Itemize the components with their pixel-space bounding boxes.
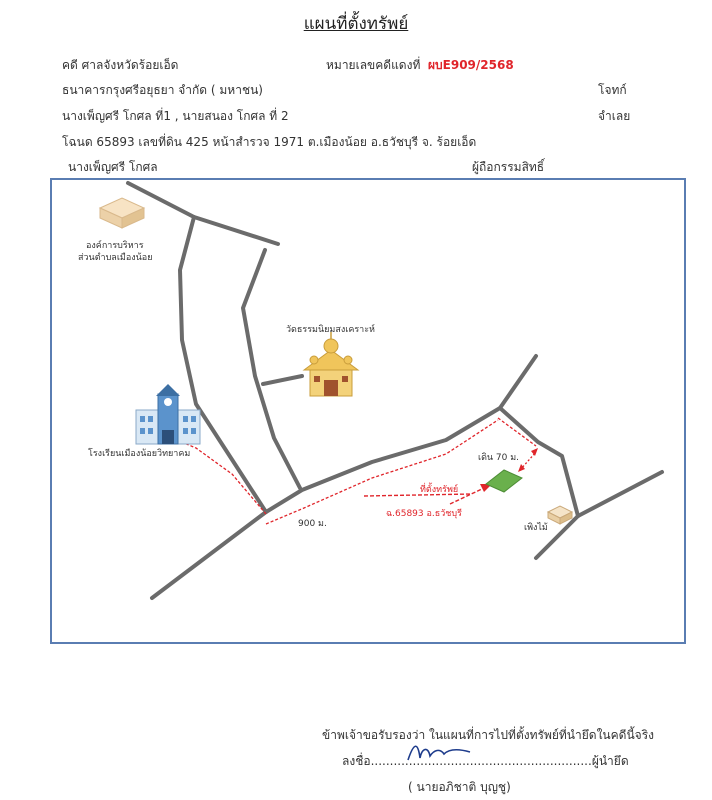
signature-prefix: ลงชื่อ.......................................................... xyxy=(342,754,592,768)
road-temple-spur xyxy=(263,376,302,384)
signature-line xyxy=(342,752,629,771)
page-title: แผนที่ตั้งทรัพย์ xyxy=(303,14,409,34)
distance-road-label: 900 ม. xyxy=(298,519,327,529)
temple-icon xyxy=(304,332,358,396)
road-main-diagonal xyxy=(194,217,278,244)
school-icon xyxy=(136,384,200,444)
owner-role: ผู้ถือกรรมสิทธิ์ xyxy=(472,160,545,174)
school-label: โรงเรียนเมืองน้อยวิทยาคม xyxy=(88,449,191,459)
hut-label: เพิงไม้ xyxy=(524,523,548,533)
signature-role: ผู้นำยึด xyxy=(591,754,629,768)
deed-info: โฉนด 65893 เลขที่ดิน 425 หน้าสำรวจ 1971 ต.เมืองน้อย อ.ธวัชบุรี จ. ร้อยเอ็ด xyxy=(62,135,477,149)
property-plot xyxy=(486,470,522,492)
case-number-label: หมายเลขคดีแดงที่ xyxy=(326,58,421,72)
walk-arrow-head-b xyxy=(518,464,525,472)
defendant-names: นางเพ็ญศรี โกศล ที่1 , นายสนอง โกศล ที่ 2 xyxy=(62,109,289,123)
property-deed-label: ฉ.65893 อ.ธวัชบุรี xyxy=(386,509,462,519)
walk-arrow-head-a xyxy=(531,448,538,456)
sao-building-icon xyxy=(100,198,144,228)
certify-text: ข้าพเจ้าขอรับรองว่า ในแผนที่การไปที่ตั้งทรัพย์ที่นำยึดในคดีนี้จริง xyxy=(322,728,654,742)
roads xyxy=(128,183,662,598)
road-left-branch xyxy=(152,512,266,598)
hut-icon xyxy=(548,506,572,524)
signature-scribble xyxy=(404,738,476,766)
plaintiff-role: โจทก์ xyxy=(598,83,627,97)
distance-walk-label: เดิน 70 ม. xyxy=(478,453,520,463)
court-label: คดี ศาลจังหวัดร้อยเอ็ด xyxy=(62,58,179,72)
defendant-role: จำเลย xyxy=(598,109,631,123)
case-number: ผบE909/2568 xyxy=(428,58,514,72)
signer-name: ( นายอภิชาติ บุญชู) xyxy=(408,780,511,794)
plaintiff-name: ธนาคารกรุงศรีอยุธยา จำกัด ( มหาชน) xyxy=(62,83,263,97)
map-frame xyxy=(50,178,686,644)
route-to-property xyxy=(266,420,498,524)
property-label: ที่ตั้งทรัพย์ xyxy=(420,485,459,495)
sao-label-line1: องค์การบริหาร xyxy=(86,241,144,251)
owner-name: นางเพ็ญศรี โกศล xyxy=(68,160,158,174)
road-inner xyxy=(243,250,300,488)
sao-label-line2: ส่วนตำบลเมืองน้อย xyxy=(78,253,153,263)
temple-label: วัดธรรมนิยมสงเคราะห์ xyxy=(286,325,375,335)
